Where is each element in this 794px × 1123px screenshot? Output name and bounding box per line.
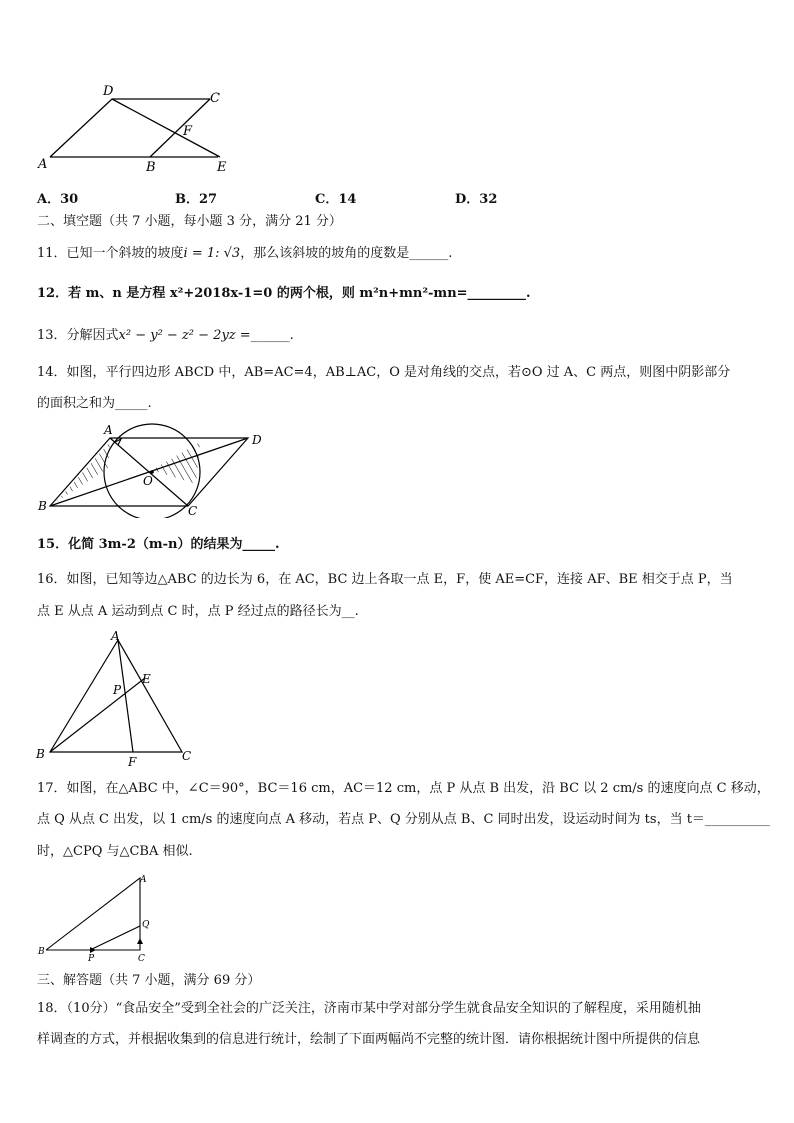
figure-right-triangle	[32, 866, 162, 966]
label-D: D	[103, 84, 114, 99]
label-B: B	[36, 747, 45, 761]
label-E: E	[217, 160, 227, 175]
question-17-line3: 时，△CPQ 与△CBA 相似.	[37, 844, 193, 859]
label-A: A	[111, 629, 120, 643]
question-14-line1: 14．如图，平行四边形 ABCD 中，AB=AC=4，AB⊥AC，O 是对角线的交点，若⊙O 过 A、C 两点，则图中阴影部分	[37, 365, 731, 380]
q11-suffix: ，那么该斜坡的坡角的度数是______.	[240, 246, 453, 261]
label-C: C	[188, 504, 198, 518]
question-17-line2: 点 Q 从点 C 出发，以 1 cm/s 的速度向点 A 移动，若点 P、Q 分别从点 B、C 同时出发，设运动时间为 ts，当 t＝__________	[37, 812, 770, 827]
label-C: C	[182, 749, 192, 763]
question-16-line2: 点 E 从点 A 运动到点 C 时，点 P 经过点的路径长为__.	[37, 604, 359, 619]
question-18-line1: 18．（10分）“食品安全”受到全社会的广泛关注，济南市某中学对部分学生就食品安全知识的了解程度，采用随机抽	[37, 1001, 701, 1016]
question-18-line2: 样调查的方式，并根据收集到的信息进行统计，绘制了下面两幅尚不完整的统计图．请你根据统计图中所提供的信息	[37, 1032, 701, 1047]
question-16-line1: 16．如图，已知等边△ABC 的边长为 6，在 AC，BC 边上各取一点 E，F，使 AE=CF，连接 AF、BE 相交于点 P，当	[37, 572, 733, 587]
label-A: A	[38, 157, 48, 172]
label-P: P	[88, 954, 95, 964]
label-F: F	[183, 124, 193, 139]
q13-math: x² − y² − z² − 2yz =	[118, 328, 251, 343]
figure-equilateral-triangle	[30, 628, 200, 768]
label-D: D	[252, 433, 262, 447]
choice-c[interactable]: C．14	[315, 192, 357, 207]
question-14-line2: 的面积之和为_____.	[37, 396, 152, 411]
section2-heading: 二、填空题（共 7 小题，每小题 3 分，满分 21 分）	[37, 214, 342, 229]
question-13	[37, 327, 294, 345]
label-C: C	[210, 91, 220, 106]
label-Q: Q	[142, 920, 150, 930]
label-B: B	[38, 499, 47, 513]
question-17-line1: 17．如图，在△ABC 中，∠C＝90°，BC＝16 cm，AC＝12 cm，点 P 从点 B 出发，沿 BC 以 2 cm/s 的速度向点 C 移动，	[37, 781, 770, 796]
section3-heading: 三、解答题（共 7 小题，满分 69 分）	[37, 973, 261, 988]
figure-parallelogram-abcde	[30, 80, 260, 180]
question-11	[37, 245, 452, 263]
choice-a[interactable]: A．30	[37, 192, 79, 207]
question-12: 12．若 m、n 是方程 x²+2018x-1=0 的两个根，则 m²n+mn²-mn=_________.	[37, 286, 531, 301]
label-B: B	[146, 160, 156, 175]
label-B: B	[38, 947, 45, 957]
choice-b[interactable]: B．27	[175, 192, 218, 207]
label-C: C	[138, 954, 145, 964]
label-F: F	[128, 755, 137, 768]
label-P: P	[113, 683, 122, 697]
question-15: 15．化简 3m-2（m-n）的结果为_____.	[37, 537, 280, 552]
figure-parallelogram-circle	[30, 418, 270, 518]
choice-d[interactable]: D．32	[455, 192, 498, 207]
q11-math: i = 1: √3	[183, 246, 241, 261]
label-A: A	[140, 875, 147, 885]
q13-suffix: ______.	[250, 328, 294, 343]
label-E: E	[142, 672, 151, 686]
label-O: O	[143, 474, 153, 488]
label-A: A	[104, 423, 113, 437]
q13-prefix: 13．分解因式	[37, 328, 119, 343]
q11-prefix: 11．已知一个斜坡的坡度	[37, 246, 184, 261]
